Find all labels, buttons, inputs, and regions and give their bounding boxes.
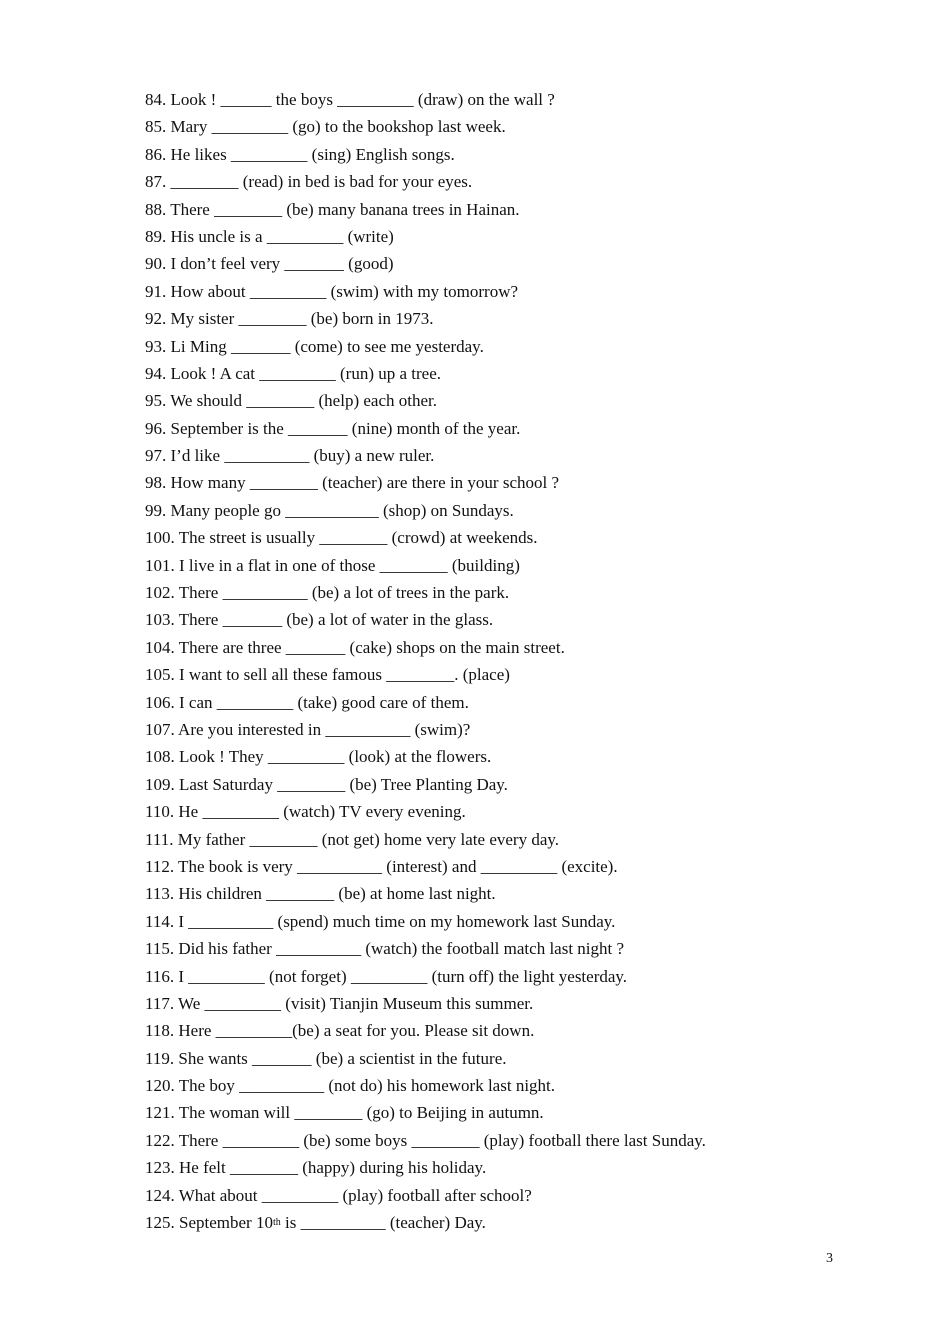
exercise-item: 112. The book is very __________ (interest) and _________ (excite).: [145, 856, 618, 876]
exercise-item: 104. There are three _______ (cake) shops on the main street.: [145, 637, 565, 657]
ordinal-suffix: th: [272, 1217, 281, 1229]
exercise-item: 120. The boy __________ (not do) his homework last night.: [145, 1076, 556, 1096]
exercise-item: 89. His uncle is a _________ (write): [145, 226, 394, 246]
exercise-item: 90. I don’t feel very _______ (good): [145, 254, 394, 274]
exercise-item: 105. I want to sell all these famous ________. (place): [145, 665, 510, 685]
exercise-item: 113. His children ________ (be) at home last night.: [145, 884, 496, 904]
exercise-item-last: [145, 1211, 845, 1238]
exercise-item: 87. ________ (read) in bed is bad for your eyes.: [145, 172, 473, 192]
exercise-item: 102. There __________ (be) a lot of trees in the park.: [145, 583, 510, 603]
exercise-item: 111. My father ________ (not get) home very late every day.: [145, 829, 560, 849]
exercise-item: 110. He _________ (watch) TV every evening.: [145, 802, 466, 822]
exercise-item: 109. Last Saturday ________ (be) Tree Planting Day.: [145, 774, 508, 794]
exercise-item: 96. September is the _______ (nine) month of the year.: [145, 418, 521, 438]
exercise-item: 94. Look ! A cat _________ (run) up a tree.: [145, 363, 442, 383]
exercise-item: 91. How about _________ (swim) with my tomorrow?: [145, 281, 519, 301]
exercise-item: 100. The street is usually ________ (crowd) at weekends.: [145, 528, 538, 548]
exercise-item: 107. Are you interested in __________ (swim)?: [145, 719, 471, 739]
exercise-item: 95. We should ________ (help) each other.: [145, 391, 437, 411]
exercise-item: 122. There _________ (be) some boys ________ (play) football there last Sunday.: [145, 1130, 706, 1150]
exercise-item: 117. We _________ (visit) Tianjin Museum this summer.: [145, 993, 534, 1013]
exercise-text-start: 125. September 10: [145, 1213, 273, 1233]
exercise-item: 93. Li Ming _______ (come) to see me yesterday.: [145, 336, 484, 356]
exercise-item: 103. There _______ (be) a lot of water in the glass.: [145, 610, 494, 630]
exercise-item: 121. The woman will ________ (go) to Beijing in autumn.: [145, 1103, 544, 1123]
exercise-item: 97. I’d like __________ (buy) a new ruler.: [145, 446, 435, 466]
exercise-item: 115. Did his father __________ (watch) the football match last night ?: [145, 939, 625, 959]
exercise-item: 98. How many ________ (teacher) are there in your school ?: [145, 473, 560, 493]
exercise-item: 118. Here _________(be) a seat for you. Please sit down.: [145, 1021, 535, 1041]
exercise-list: [145, 88, 845, 1238]
exercise-item: 101. I live in a flat in one of those ________ (building): [145, 555, 520, 575]
page-number: 3: [826, 1251, 833, 1266]
exercise-item: 86. He likes _________ (sing) English songs.: [145, 144, 455, 164]
exercise-item: 85. Mary _________ (go) to the bookshop last week.: [145, 117, 506, 137]
exercise-item: 123. He felt ________ (happy) during his holiday.: [145, 1158, 487, 1178]
exercise-item: 99. Many people go ___________ (shop) on Sundays.: [145, 500, 514, 520]
exercise-item: 116. I _________ (not forget) _________ (turn off) the light yesterday.: [145, 966, 628, 986]
exercise-item: 88. There ________ (be) many banana trees in Hainan.: [145, 199, 520, 219]
exercise-item: 106. I can _________ (take) good care of them.: [145, 692, 469, 712]
exercise-item: 114. I __________ (spend) much time on my homework last Sunday.: [145, 911, 616, 931]
exercise-text-end: is __________ (teacher) Day.: [280, 1213, 486, 1233]
exercise-item: 84. Look ! ______ the boys _________ (draw) on the wall ?: [145, 90, 555, 109]
exercise-item: 124. What about _________ (play) football after school?: [145, 1185, 532, 1205]
exercise-item: 92. My sister ________ (be) born in 1973.: [145, 309, 434, 329]
exercise-item: 108. Look ! They _________ (look) at the flowers.: [145, 747, 492, 767]
exercise-item: 119. She wants _______ (be) a scientist in the future.: [145, 1048, 507, 1068]
